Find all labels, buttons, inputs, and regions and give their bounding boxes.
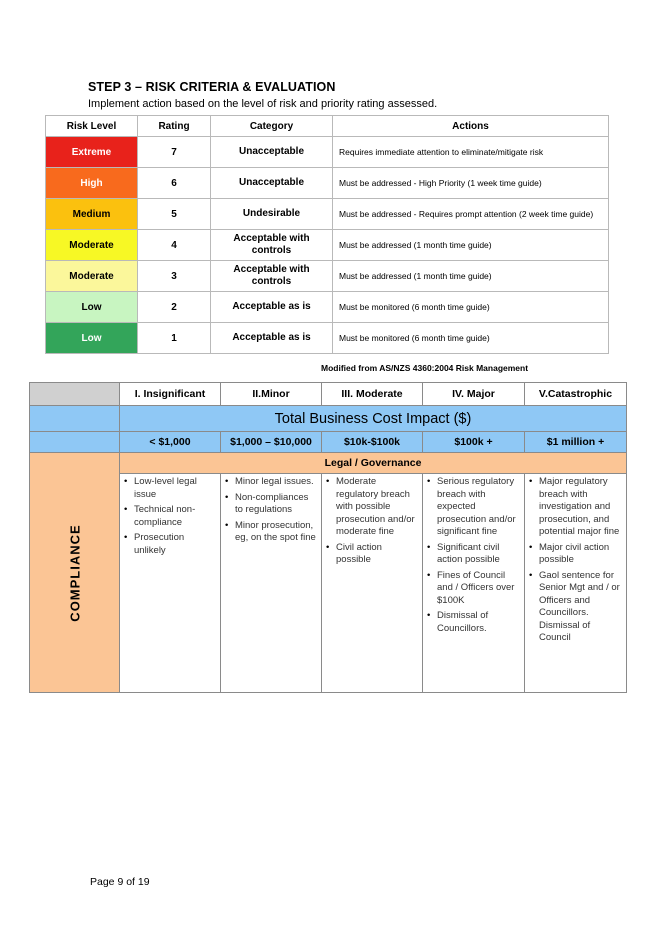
consequence-item: • Fines of Council and / Officers over $100K — [437, 570, 521, 608]
risk-row — [46, 168, 609, 199]
risk-criteria-table — [45, 115, 609, 354]
action-cell: Must be monitored (6 month time guide) — [333, 323, 609, 354]
risk-table-header-row — [46, 116, 609, 137]
action-cell: Must be monitored (6 month time guide) — [333, 292, 609, 323]
risk-level-cell: Moderate — [46, 261, 138, 292]
action-cell: Must be addressed (1 month time guide) — [333, 230, 609, 261]
consequence-cell — [221, 474, 322, 693]
risk-level-cell: Extreme — [46, 137, 138, 168]
consequence-item: • Significant civil action possible — [437, 542, 521, 567]
risk-row — [46, 137, 609, 168]
total-cost-row — [30, 406, 627, 432]
action-cell: Requires immediate attention to eliminate/mitigate risk — [333, 137, 609, 168]
consequence-cell — [322, 474, 423, 693]
rating-cell: 3 — [138, 261, 211, 292]
category-cell: Acceptable with controls — [211, 261, 333, 292]
category-cell: Acceptable as is — [211, 292, 333, 323]
risk-row — [46, 230, 609, 261]
category-cell: Acceptable with controls — [211, 230, 333, 261]
category-header: Category — [211, 116, 333, 137]
cost-range: $100k + — [423, 432, 525, 453]
blank-blue-cell — [30, 432, 120, 453]
compliance-label: COMPLIANCE — [67, 523, 82, 622]
risk-level-cell: Low — [46, 323, 138, 354]
consequence-item: • Technical non-compliance — [134, 504, 217, 529]
risk-level-cell: Moderate — [46, 230, 138, 261]
consequence-item: • Dismissal of Councillors. — [437, 610, 521, 635]
consequence-list — [325, 476, 419, 567]
section-heading: STEP 3 – RISK CRITERIA & EVALUATION — [88, 80, 336, 94]
rating-cell: 4 — [138, 230, 211, 261]
risk-level-cell: High — [46, 168, 138, 199]
category-cell: Unacceptable — [211, 137, 333, 168]
blank-corner-cell — [30, 383, 120, 406]
column-header: I. Insignificant — [120, 383, 221, 406]
consequence-item: • Non-compliances to regulations — [235, 492, 318, 517]
rating-cell: 6 — [138, 168, 211, 199]
cost-range: $1 million + — [525, 432, 627, 453]
consequence-item: • Minor legal issues. — [235, 476, 318, 489]
cost-range: $1,000 – $10,000 — [221, 432, 322, 453]
rating-cell: 7 — [138, 137, 211, 168]
consequence-list — [528, 476, 623, 645]
rating-header: Rating — [138, 116, 211, 137]
action-cell: Must be addressed (1 month time guide) — [333, 261, 609, 292]
action-cell: Must be addressed - High Priority (1 week time guide) — [333, 168, 609, 199]
category-cell: Acceptable as is — [211, 323, 333, 354]
consequence-list — [224, 476, 318, 545]
legal-governance-title: Legal / Governance — [120, 453, 627, 474]
page-number: Page 9 of 19 — [90, 876, 150, 888]
blank-blue-cell — [30, 406, 120, 432]
column-header: II.Minor — [221, 383, 322, 406]
column-header: III. Moderate — [322, 383, 423, 406]
rating-cell: 2 — [138, 292, 211, 323]
risk-row — [46, 292, 609, 323]
consequence-cell — [120, 474, 221, 693]
consequence-item: • Civil action possible — [336, 542, 419, 567]
consequence-item: • Low-level legal issue — [134, 476, 217, 501]
risk-level-cell: Medium — [46, 199, 138, 230]
consequence-list — [123, 476, 217, 557]
consequence-item: • Serious regulatory breach with expected prosecution and/or significant fine — [437, 476, 521, 539]
risk-level-header: Risk Level — [46, 116, 138, 137]
impact-column-header-row — [30, 383, 627, 406]
category-cell: Undesirable — [211, 199, 333, 230]
impact-table — [29, 382, 627, 693]
consequence-cell — [525, 474, 627, 693]
consequence-item: • Moderate regulatory breach with possible prosecution and/or moderate fine — [336, 476, 419, 539]
cost-range: $10k-$100k — [322, 432, 423, 453]
consequence-item: • Minor prosecution, eg, on the spot fine — [235, 520, 318, 545]
action-cell: Must be addressed - Requires prompt attention (2 week time guide) — [333, 199, 609, 230]
compliance-label-cell — [30, 453, 120, 693]
source-note: Modified from AS/NZS 4360:2004 Risk Management — [321, 363, 529, 373]
consequence-list — [426, 476, 521, 635]
rating-cell: 1 — [138, 323, 211, 354]
category-cell: Unacceptable — [211, 168, 333, 199]
consequence-cell — [423, 474, 525, 693]
actions-header: Actions — [333, 116, 609, 137]
risk-row — [46, 261, 609, 292]
risk-row — [46, 199, 609, 230]
consequence-item: • Major civil action possible — [539, 542, 623, 567]
rating-cell: 5 — [138, 199, 211, 230]
cost-range: < $1,000 — [120, 432, 221, 453]
risk-level-cell: Low — [46, 292, 138, 323]
column-header: V.Catastrophic — [525, 383, 627, 406]
cost-range-row — [30, 432, 627, 453]
section-subheading: Implement action based on the level of risk and priority rating assessed. — [88, 98, 438, 110]
column-header: IV. Major — [423, 383, 525, 406]
consequence-item: • Prosecution unlikely — [134, 532, 217, 557]
legal-governance-row — [30, 453, 627, 474]
total-cost-title: Total Business Cost Impact ($) — [120, 406, 627, 432]
consequence-item: • Major regulatory breach with investigation and prosecution, and potential major fine — [539, 476, 623, 539]
risk-row — [46, 323, 609, 354]
consequence-item: • Gaol sentence for Senior Mgt and / or Officers and Councillors. Dismissal of Council — [539, 570, 623, 645]
